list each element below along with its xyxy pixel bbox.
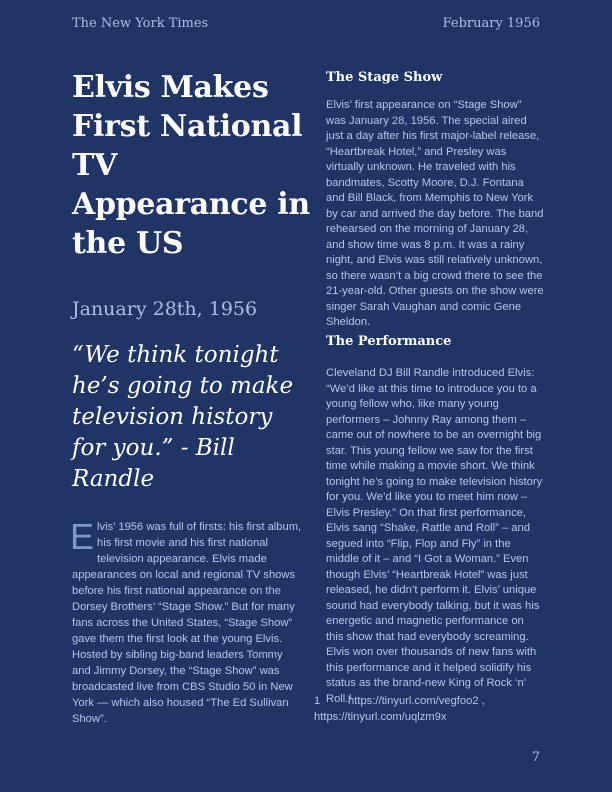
article-headline: Elvis Makes First National TV Appearance in the US <box>72 70 310 261</box>
section-body-stage-show: Elvis’ first appearance on “Stage Show” was January 28, 1956. The special aired just a day after his first major-label release, “Heartbreak Hotel,” and Presley was virtually unknown. He traveled with his bandmates, Scotty Moore, D.J. Fontana and Bill Black, from Memphis to New York by car and arrived the day before. The band rehearsed on the morning of January 28, and show time was 8 p.m. It was a rainy night, and Elvis was still relatively unknown, so there wasn’t a big crowd there to see the 21-year-old. Other guests on the show were singer Sarah Vaughan and comic Gene Sheldon. <box>326 99 544 328</box>
pull-quote: “We think tonight he’s going to make television history for you.” - Bill Randle <box>72 342 294 492</box>
footnote <box>314 694 544 725</box>
issue-date: February 1956 <box>442 16 540 31</box>
lead-paragraph-text: lvis’ 1956 was full of firsts: his first album, his first movie and his first national television appearance. Elvis made appearances on local and regional TV shows before his first national appearance on the Dorsey Brothers’ “Stage Show.” But for many fans across the United States, “Stage Show” gave them the first look at the young Elvis. Hosted by sibling big-band leaders Tommy and Jimmy Dorsey, the “Stage Show” was broadcasted live from CBS Studio 50 in New York — which also housed “The Ed Sullivan Show”. <box>72 521 302 725</box>
footnote-number: 1 <box>314 695 321 707</box>
drop-cap: E <box>70 516 95 557</box>
section-heading-stage-show: The Stage Show <box>326 70 443 85</box>
footnote-text: https://tinyurl.com/vegfoo2 , https://tinyurl.com/uqlzm9x <box>314 695 485 723</box>
section-body-performance: Cleveland DJ Bill Randle introduced Elvis: “We’d like at this time to introduce you to a young fellow who, like many young performers – Johnny Ray among them – came out of nowhere to be an overnight big star. This young fellow we saw for the first time while making a movie short. We think tonight he’s going to make television history for you. We’d like you to meet him now – Elvis Presley.” On that first performance, Elvis sang “Shake, Rattle and Roll” – and segued into “Flip, Flop and Fly” in the middle of it – and “I Got a Woman.” Even though Elvis’ “Heartbreak Hotel” was just released, he didn’t perform it. Elvis’ unique sound had everybody talking, but it was his energetic and magnetic performance on this show that had everybody screaming. Elvis won over thousands of new fans with this performance and it helped solidify his status as the brand-new King of Rock ‘n’ Roll.¹ <box>326 367 543 705</box>
publication-name: The New York Times <box>72 16 209 31</box>
section-heading-performance: The Performance <box>326 334 452 349</box>
lead-paragraph <box>70 516 304 727</box>
page-number: 7 <box>531 750 540 765</box>
article-dateline: January 28th, 1956 <box>72 298 258 320</box>
